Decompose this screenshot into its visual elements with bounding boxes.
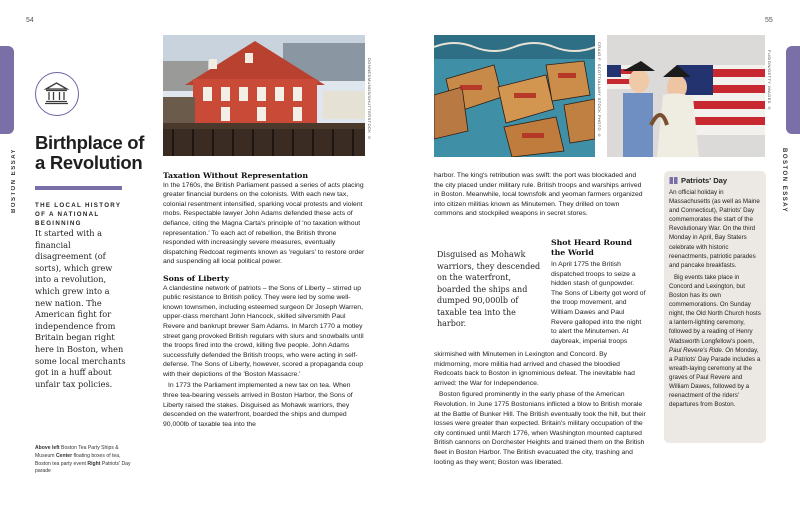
right-section-tab [786, 46, 800, 134]
sidebar-paragraph-1: An official holiday in Massachusetts (as well as Maine and Connecticut), Patriots' Day commemorates the start of the Revolutionary War. On the third Monday in April, Bay Staters celebrate with historic reenactments, patriotic parades and pancake breakfasts. [669, 189, 760, 269]
right-page-number: 55 [765, 17, 773, 24]
caption-label-3: Right [87, 460, 101, 467]
poem-title: Paul Revere's Ride [669, 346, 722, 354]
photo-caption [35, 445, 135, 476]
caption-label-2: Center [55, 452, 73, 459]
early-revolution-paragraph: Boston figured prominently in the early phase of the American Revolution. In June 1775 Bostonians inflicted a blow to British morale at the Battle of Bunker Hill. The British eventually took the hill, but their losses were greater than expected. Britain's military occupation of the city continued until March 1776, when Washington mounted captured British cannons on Dorchester Heights and trained them on the British fleet in Boston Harbor. The British evacuated the city, trashing and looting as they went; Boston was liberated. [434, 391, 646, 466]
taxation-paragraph: In the 1760s, the British Parliament passed a series of acts placing greater financial burdens on the colonists. With each new tax, colonial resentment intensified, sparking vocal protests and violent mobs. Respectable lawyer John Adams defended these acts of defiance, citing the Magna Carta's principle of 'no taxation without representation.' To each act of rebellion, the British throne responded with increasingly severe measures, eventually dispatching Redcoat regiments known as 'regulars' to restore order and suspending all local political power. [163, 181, 365, 266]
patriots-day-sidebar [664, 171, 766, 443]
sidebar-title [669, 176, 761, 185]
article-column-2-top [434, 171, 646, 220]
caption-text-1: Boston Tea Party Ships & Museum [35, 445, 119, 459]
article-intro: It started with a financial disagreement (of sorts), which grew into a revolution, which grew into a new nation. The American fight for independence from Britain began right here in Boston, when some local merchants got in a huff about unfair tax policies. [35, 228, 126, 389]
tea-crates-photo [434, 35, 595, 157]
sidebar-paragraph-2 [669, 273, 761, 409]
classical-building-icon [36, 73, 77, 114]
shot-heard-paragraph-end: skirmished with Minutemen in Lexington and Concord. By midmorning, more militia had arrived and chased the bloodied Redcoats back to Boston in ignominious defeat. The inevitable had arrived: the War for Independence. [434, 351, 635, 387]
article-title [35, 133, 160, 173]
shot-heard-heading: Shot Heard Round the World [551, 238, 632, 257]
article-column-1 [163, 171, 366, 430]
sons-of-liberty-paragraph: A clandestine network of patriots – the Sons of Liberty – stirred up public resistance to British policy. They were led by some well-known townsmen, including esteemed surgeon Dr Joseph Warren, upper-class merchant John Hancock, skilled silversmith Paul Revere and bankrupt brewer Sam Adams. In March 1770 a motley street gang provoked British regulars with slurs and snowballs until the troops fired into the crowd, killing five people. John Adams successfully defended the British troops, who were acting in self-defense. The Sons of Liberty, however, scored a propaganda coup with their depictions of the 'Boston Massacre.' [163, 284, 364, 378]
article-column-2-bottom [434, 350, 646, 468]
caption-text-2: floating boxes of tea, Boston tea party event [35, 452, 121, 467]
left-page-number: 54 [26, 17, 34, 24]
pull-quote: Disguised as Mohawk warriors, they descended on the waterfront, boarded the ships and dumped 90,000lb of taxable tea into the harbor. [437, 250, 541, 328]
kicker-line-3: BEGINNING [35, 220, 82, 227]
title-line-1: Birthplace of [35, 132, 145, 153]
retribution-paragraph: harbor. The king's retribution was swift: the port was blockaded and the city placed under military rule. British troops and warships arrived in Boston. Meanwhile, local townsfolk and yeoman farmers organized into citizen militias known as Minutemen. They drilled on town commons and stockpiled weapons in secret stores. [434, 172, 643, 218]
history-icon-circle [35, 72, 79, 116]
caption-label-1: Above left [35, 445, 60, 451]
parade-photo-credit: FUSION/GETTY IMAGES © [767, 50, 772, 111]
sidebar-title-text: Patriots' Day [681, 176, 728, 185]
book-icon [669, 176, 678, 185]
tea-party-museum-photo [163, 35, 365, 156]
sidebar-paragraph-2-end: . On Monday, a Patriots' Day Parade includes a wreath-laying ceremony at the graves of Paul Revere and William Dawes, followed by a reenactment of the riders' departures from Boston. [669, 346, 761, 409]
kicker-line-2: OF A NATIONAL [35, 211, 100, 218]
kicker-line-1: THE LOCAL HISTORY [35, 202, 122, 209]
tea-tax-paragraph: In 1773 the Parliament implemented a new tax on tea. When three tea-bearing vessels arrived in Boston Harbor, the Sons of Liberty raised the stakes. Disguised as Mohawk warriors, they descended on the waterfront, boarded the ships and dumped 90,000lb of taxable tea into the [163, 382, 353, 428]
title-line-2: a Revolution [35, 152, 143, 173]
sidebar-body [669, 188, 761, 409]
ships-photo-credit: DONNEDMUNDS/SHUTTERSTOCK © [367, 58, 372, 141]
title-divider [35, 186, 122, 190]
right-running-head: BOSTON ESSAY [781, 148, 787, 214]
shot-heard-paragraph-start: In April 1775 the British dispatched troops to seize a hidden stash of gunpowder. The Sons of Liberty got word of the troop movement, and William Dawes and Paul Revere galloped into the night to alert the Minutemen. At daybreak, imperial troops [551, 261, 646, 345]
sidebar-paragraph-2-start: Big events take place in Concord and Lexington, but Boston has its own commemorations. On Sunday night, the Old North Church hosts a lantern-lighting ceremony, followed by a reading of Henry Wadsworth Longfellow's poem, [669, 273, 761, 345]
tea-photo-credit: CRAIG F. SCOTT/ALAMY STOCK PHOTO © [597, 42, 602, 138]
sons-of-liberty-heading: Sons of Liberty [163, 273, 229, 283]
left-running-head: BOSTON ESSAY [11, 148, 17, 214]
left-section-tab [0, 46, 14, 134]
caption-text-3: Patriots' Day parade [35, 460, 131, 475]
article-kicker [35, 201, 135, 228]
taxation-heading: Taxation Without Representation [163, 171, 309, 180]
patriots-day-parade-photo [607, 35, 765, 157]
article-column-2-inset [551, 238, 647, 347]
